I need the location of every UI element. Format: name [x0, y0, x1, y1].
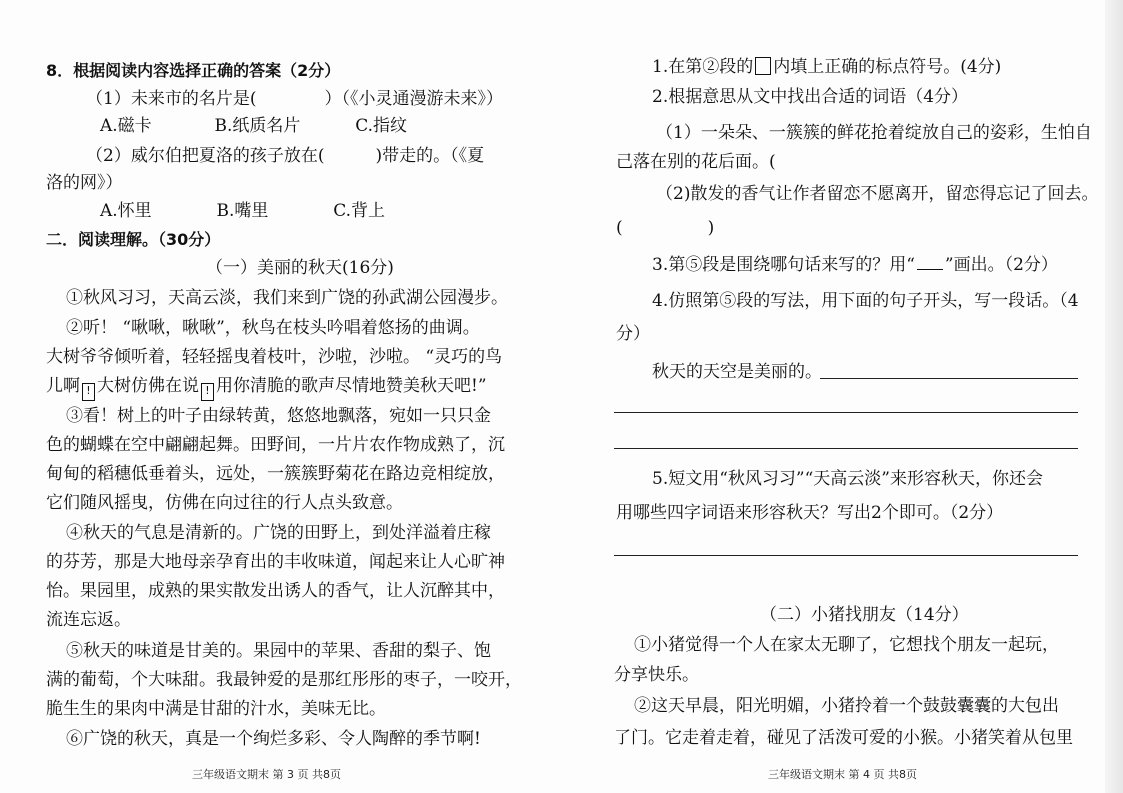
punctuation-box-2[interactable]: !	[201, 383, 214, 401]
answer-line	[820, 378, 1078, 379]
passage-1-para-2c: 儿啊 ! 大树仿佛在说 ! 用你清脆的歌声尽情地赞美秋天吧!”	[46, 375, 487, 401]
question-8-2-options	[100, 200, 385, 222]
passage-1-para-1: ①秋风习习，天高云淡，我们来到广饶的孙武湖公园漫步。	[66, 288, 508, 308]
passage-1-para-3c: 甸甸的稻穗低垂着头，远处，一簇簇野菊花在路边竞相绽放，	[46, 464, 505, 484]
answer-box	[755, 57, 771, 75]
answer-line	[614, 412, 1078, 413]
option-a: A.怀里	[100, 201, 152, 221]
passage-1-para-5c: 脆生生的果肉中满是甘甜的汁水，美味无比。	[46, 699, 386, 719]
right-question-2: 2.根据意思从文中找出合适的词语（4分）	[652, 87, 969, 107]
passage-1-para-4c: 怡。果园里，成熟的果实散发出诱人的香气，让人沉醉其中，	[46, 581, 505, 601]
answer-line	[614, 555, 1078, 556]
right-question-1: 1.在第②段的 内填上正确的标点符号。(4分)	[652, 57, 1002, 77]
option-b: B.嘴里	[216, 201, 269, 221]
question-8-1: （1）未来市的名片是( ）（《小灵通漫游未来》）	[86, 89, 503, 109]
passage-1-title: （一）美丽的秋天(16分)	[206, 258, 394, 278]
right-question-2-1a: （1）一朵朵、一簇簇的鲜花抢着绽放自己的姿彩，生怕自	[656, 123, 1092, 143]
passage-1-para-2b: 大树爷爷倾听着，轻轻摇曳着枝叶，沙啦，沙啦。 “灵巧的鸟	[46, 347, 503, 367]
question-8-2-cont: 洛的网》）	[46, 173, 123, 193]
page-edge	[1105, 0, 1123, 793]
passage-1-para-4a: ④秋天的气息是清新的。广饶的田野上，到处洋溢着庄稼	[66, 523, 491, 543]
passage-1-para-5b: 满的葡萄，个大味甜。我最钟爱的是那红彤彤的枣子，一咬开，	[46, 670, 522, 690]
passage-1-para-3d: 它们随风摇曳，仿佛在向过往的行人点头致意。	[46, 493, 403, 513]
right-question-3: 3.第⑤段是围绕哪句话来写的？用“ ”画出。（2分）	[652, 255, 1058, 275]
passage-1-para-3b: 色的蝴蝶在空中翩翩起舞。田野间，一片片农作物成熟了，沉	[46, 435, 505, 455]
passage-1-para-4d: 流连忘返。	[46, 610, 131, 630]
passage-1-para-6: ⑥广饶的秋天，真是一个绚烂多彩、令人陶醉的季节啊!	[66, 729, 481, 749]
passage-2-para-2b: 了门。它走着走着，碰见了活泼可爱的小猴。小猪笑着从包里	[614, 728, 1073, 748]
right-page-footer: 三年级语文期末 第 4 页 共8页	[768, 768, 917, 781]
right-question-2-1b: 己落在别的花后面。(	[616, 152, 776, 172]
underline-sample	[917, 269, 943, 270]
passage-1-para-2a: ②听！ “啾啾，啾啾”，秋鸟在枝头吟唱着悠扬的曲调。	[66, 318, 480, 338]
passage-1-para-5a: ⑤秋天的味道是甘美的。果园中的苹果、香甜的梨子、饱	[66, 641, 491, 661]
right-question-4-start: 秋天的天空是美丽的。	[652, 362, 822, 382]
passage-1-para-3a: ③看！树上的叶子由绿转黄，悠悠地飘落，宛如一只只金	[66, 406, 491, 426]
right-question-2-2b: ( )	[616, 218, 715, 238]
right-question-4b: 分）	[616, 324, 650, 344]
right-question-5a: 5.短文用“秋风习习”“天高云淡”来形容秋天，你还会	[652, 469, 1043, 489]
question-8-2: （2）威尔伯把夏洛的孩子放在( )带走的。（《夏	[86, 146, 485, 166]
option-c: C.指纹	[355, 116, 408, 136]
question-8-title: 8．根据阅读内容选择正确的答案（2分）	[46, 61, 341, 80]
passage-1-para-4b: 的芬芳，那是大地母亲孕育出的丰收味道，闻起来让人心旷神	[46, 552, 505, 572]
option-b: B.纸质名片	[214, 116, 301, 136]
question-8-1-options	[100, 115, 407, 137]
right-question-2-2a: （2)散发的香气让作者留恋不愿离开，留恋得忘记了回去。	[656, 184, 1099, 204]
passage-2-para-2a: ②这天早晨，阳光明媚，小猪拎着一个鼓鼓囊囊的大包出	[634, 696, 1059, 716]
passage-2-title: （二）小猪找朋友（14分）	[760, 605, 969, 625]
left-page-footer: 三年级语文期末 第 3 页 共8页	[192, 768, 341, 781]
section-2-title: 二．阅读理解。（30分）	[46, 230, 221, 249]
answer-line	[614, 448, 1078, 449]
option-a: A.磁卡	[100, 116, 152, 136]
option-c: C.背上	[333, 201, 386, 221]
right-question-4a: 4.仿照第⑤段的写法，用下面的句子开头，写一段话。（4	[652, 291, 1079, 311]
passage-2-para-1b: 分享快乐。	[614, 665, 699, 685]
passage-2-para-1a: ①小猪觉得一个人在家太无聊了，它想找个朋友一起玩，	[634, 635, 1059, 655]
right-question-5b: 用哪些四字词语来形容秋天？写出2个即可。（2分）	[616, 503, 1004, 523]
punctuation-box-1[interactable]: !	[82, 383, 95, 401]
